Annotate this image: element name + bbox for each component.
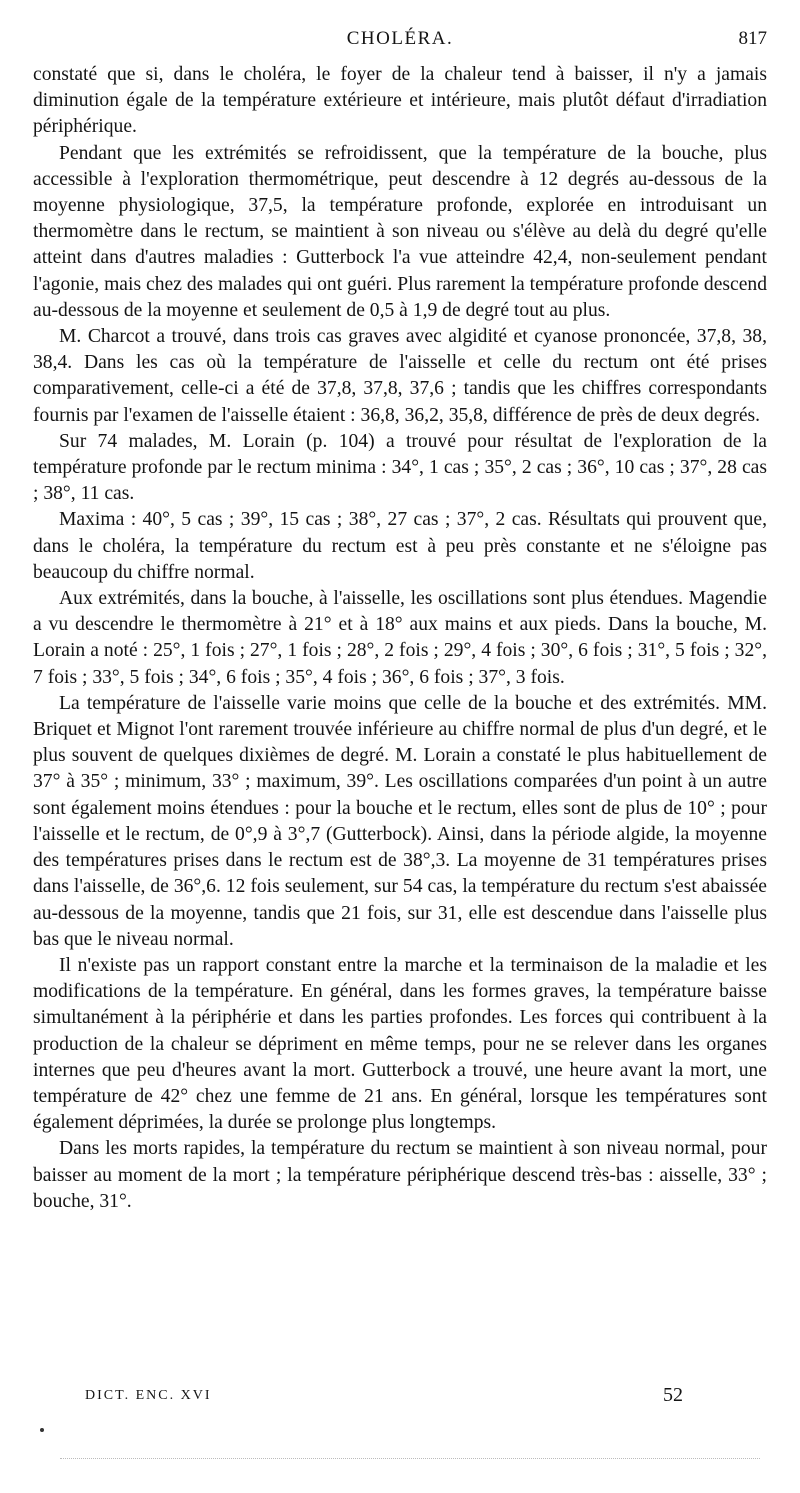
running-head <box>33 28 767 62</box>
paragraph-8: Il n'existe pas un rapport constant entre la marche et la terminaison de la maladie et les modifications de la température. En général, dans les formes graves, la température baisse simultanément à la périphérie et dans les parties profondes. Les forces qui contribuent à la production de la chaleur se dépriment en même temps, pour ne se relever dans les organes internes que peu d'heures avant la mort. Gutterbock a trouvé, une heure avant la mort, une température de 42° chez une femme de 21 ans. En général, lorsque les températures sont également déprimées, la durée se prolonge plus longtemps. <box>33 954 767 1134</box>
dotted-rule <box>60 1458 760 1459</box>
paragraph-2: Pendant que les extrémités se refroidissent, que la température de la bouche, plus accessible à l'exploration thermométrique, peut descendre à 12 degrés au-dessous de la moyenne physiologique, 37,5, la température profonde, explorée en introduisant un thermomètre dans le rectum, se maintient à son niveau ou s'élève au delà du degré qu'elle atteint dans d'autres maladies : Gutterbock l'a vue atteindre 42,4, non-seulement pendant l'agonie, mais chez des malades qui ont guéri. Plus rarement la température profonde descend au-dessous de la moyenne et seulement de 0,5 à 1,9 de degré tout au plus. <box>33 142 767 321</box>
printer-signature: DICT. ENC. XVI <box>85 1388 212 1403</box>
paragraph-9: Dans les morts rapides, la température du rectum se maintient à son niveau normal, pour baisser au moment de la mort ; la température périphérique descend très-bas : aisselle, 33° ; bouche, 31°. <box>33 1138 767 1212</box>
page-number: 817 <box>738 28 767 49</box>
signature-number: 52 <box>663 1384 683 1406</box>
page-title: CHOLÉRA. <box>346 28 454 49</box>
paragraph-3: M. Charcot a trouvé, dans trois cas graves avec algidité et cyanose prononcée, 37,8, 38, 38,4. Dans les cas où la température de l'aisselle et celle du rectum ont été prises comparativement, celle-ci a été de 37,8, 37,8, 37,6 ; tandis que les chiffres correspondants fournis par l'examen de l'aisselle étaient : 36,8, 36,2, 35,8, différence de près de deux degrés. <box>33 326 767 426</box>
page <box>33 0 767 1215</box>
ink-dot <box>40 1428 44 1432</box>
paragraph-6: Aux extrémités, dans la bouche, à l'aisselle, les oscillations sont plus étendues. Magendie a vu descendre le thermomètre à 21° et à 18° aux mains et aux pieds. Dans la bouche, M. Lorain a noté : 25°, 1 fois ; 27°, 1 fois ; 28°, 2 fois ; 29°, 4 fois ; 30°, 6 fois ; 31°, 5 fois ; 32°, 7 fois ; 33°, 5 fois ; 34°, 6 fois ; 35°, 4 fois ; 36°, 6 fois ; 37°, 3 fois. <box>33 588 767 688</box>
body-text <box>33 62 767 1215</box>
paragraph-4: Sur 74 malades, M. Lorain (p. 104) a trouvé pour résultat de l'exploration de la température profonde par le rectum minima : 34°, 1 cas ; 35°, 2 cas ; 36°, 10 cas ; 37°, 28 cas ; 38°, 11 cas. <box>33 430 767 505</box>
paragraph-5: Maxima : 40°, 5 cas ; 39°, 15 cas ; 38°, 27 cas ; 37°, 2 cas. Résultats qui prouvent que, dans le choléra, la température du rectum est à peu près constante et ne s'éloigne pas beaucoup du chiffre normal. <box>33 509 767 583</box>
paragraph-7: La température de l'aisselle varie moins que celle de la bouche et des extrémités. MM. Briquet et Mignot l'ont rarement trouvée inférieure au chiffre normal de plus d'un degré, et le plus souvent de quelques dixièmes de degré. M. Lorain a constaté le plus habituellement de 37° à 35° ; minimum, 33° ; maximum, 39°. Les oscillations comparées d'un point à un autre sont également moins étendues : pour la bouche et le rectum, elles sont de plus de 10° ; pour l'aisselle et le rectum, de 0°,9 à 3°,7 (Gutterbock). Ainsi, dans la période algide, la moyenne des températures prises dans le rectum est de 38°,3. La moyenne de 31 températures prises dans l'aisselle, de 36°,6. 12 fois seulement, sur 54 cas, la température du rectum s'est abaissée au-dessous de la moyenne, tandis que 21 fois, sur 31, elle est descendue dans l'aisselle plus bas que le niveau normal. <box>33 692 767 950</box>
paragraph-1: constaté que si, dans le choléra, le foyer de la chaleur tend à baisser, il n'y a jamais diminution égale de la température extérieure et intérieure, mais plutôt défaut d'irradiation périphérique. <box>33 64 767 138</box>
